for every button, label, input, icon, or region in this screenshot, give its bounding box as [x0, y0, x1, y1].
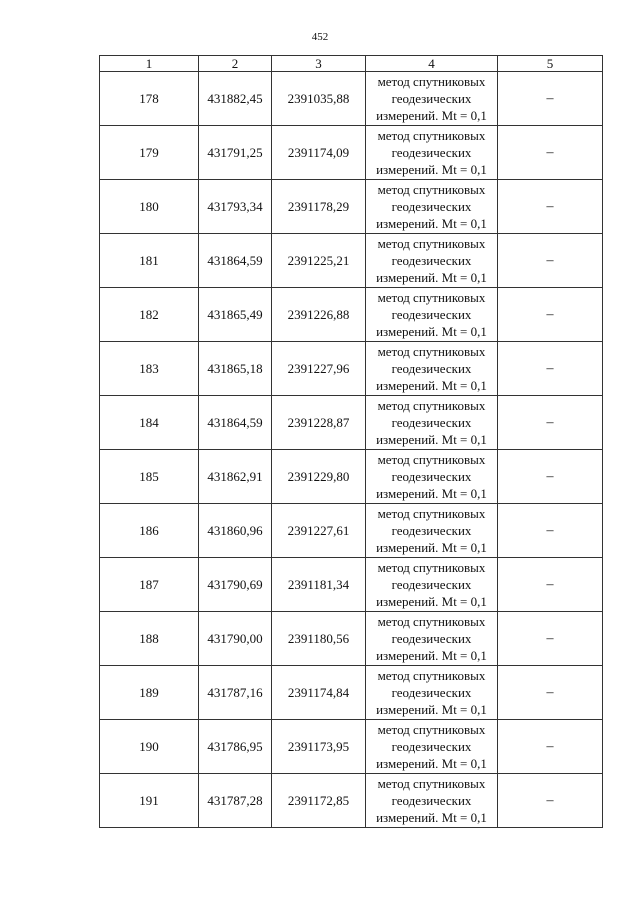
note-cell: –	[498, 720, 603, 774]
method-line: метод спутниковых	[377, 722, 486, 737]
note-cell: –	[498, 774, 603, 828]
note-cell: –	[498, 234, 603, 288]
note-cell: –	[498, 72, 603, 126]
table-row	[100, 720, 603, 774]
table-row	[100, 288, 603, 342]
y-coordinate-cell: 2391226,88	[272, 288, 366, 342]
point-number-cell: 185	[100, 450, 199, 504]
y-coordinate-cell: 2391181,34	[272, 558, 366, 612]
table-body	[100, 72, 603, 828]
method-cell	[366, 666, 498, 720]
method-line: метод спутниковых	[377, 290, 486, 305]
method-cell	[366, 558, 498, 612]
y-coordinate-cell: 2391225,21	[272, 234, 366, 288]
method-line: измерений. Mt = 0,1	[376, 378, 487, 393]
table-row	[100, 612, 603, 666]
method-cell	[366, 612, 498, 666]
table-row	[100, 450, 603, 504]
x-coordinate-cell: 431787,16	[199, 666, 272, 720]
table-row	[100, 342, 603, 396]
method-line: измерений. Mt = 0,1	[376, 702, 487, 717]
note-cell: –	[498, 288, 603, 342]
method-cell	[366, 288, 498, 342]
method-line: измерений. Mt = 0,1	[376, 810, 487, 825]
header-row	[100, 56, 603, 72]
method-cell	[366, 720, 498, 774]
point-number-cell: 182	[100, 288, 199, 342]
method-line: измерений. Mt = 0,1	[376, 270, 487, 285]
method-line: геодезических	[391, 91, 472, 106]
point-number-cell: 187	[100, 558, 199, 612]
x-coordinate-cell: 431786,95	[199, 720, 272, 774]
method-line: геодезических	[391, 199, 472, 214]
method-line: измерений. Mt = 0,1	[376, 756, 487, 771]
page-number: 452	[311, 31, 329, 43]
method-line: геодезических	[391, 361, 472, 376]
method-line: метод спутниковых	[377, 614, 486, 629]
point-number-cell: 186	[100, 504, 199, 558]
x-coordinate-cell: 431793,34	[199, 180, 272, 234]
method-line: измерений. Mt = 0,1	[376, 324, 487, 339]
y-coordinate-cell: 2391174,84	[272, 666, 366, 720]
table-row	[100, 774, 603, 828]
x-coordinate-cell: 431790,00	[199, 612, 272, 666]
note-cell: –	[498, 612, 603, 666]
note-cell: –	[498, 666, 603, 720]
method-line: геодезических	[391, 685, 472, 700]
column-header-3: 3	[272, 56, 366, 72]
method-cell	[366, 342, 498, 396]
column-header-5: 5	[498, 56, 603, 72]
point-number-cell: 183	[100, 342, 199, 396]
point-number-cell: 184	[100, 396, 199, 450]
method-line: геодезических	[391, 523, 472, 538]
y-coordinate-cell: 2391178,29	[272, 180, 366, 234]
point-number-cell: 181	[100, 234, 199, 288]
table-row	[100, 396, 603, 450]
method-cell	[366, 126, 498, 180]
method-line: метод спутниковых	[377, 560, 486, 575]
method-line: геодезических	[391, 469, 472, 484]
table-row	[100, 666, 603, 720]
point-number-cell: 178	[100, 72, 199, 126]
point-number-cell: 190	[100, 720, 199, 774]
y-coordinate-cell: 2391173,95	[272, 720, 366, 774]
table-row	[100, 234, 603, 288]
note-cell: –	[498, 126, 603, 180]
method-line: геодезических	[391, 415, 472, 430]
note-cell: –	[498, 180, 603, 234]
y-coordinate-cell: 2391180,56	[272, 612, 366, 666]
note-cell: –	[498, 396, 603, 450]
method-line: геодезических	[391, 145, 472, 160]
method-cell	[366, 180, 498, 234]
point-number-cell: 180	[100, 180, 199, 234]
table-row	[100, 180, 603, 234]
x-coordinate-cell: 431864,59	[199, 396, 272, 450]
note-cell: –	[498, 342, 603, 396]
method-cell	[366, 450, 498, 504]
y-coordinate-cell: 2391172,85	[272, 774, 366, 828]
x-coordinate-cell: 431882,45	[199, 72, 272, 126]
table-row	[100, 504, 603, 558]
method-cell	[366, 504, 498, 558]
method-cell	[366, 396, 498, 450]
method-cell	[366, 774, 498, 828]
column-header-1: 1	[100, 56, 199, 72]
method-line: измерений. Mt = 0,1	[376, 216, 487, 231]
method-line: метод спутниковых	[377, 344, 486, 359]
y-coordinate-cell: 2391227,96	[272, 342, 366, 396]
method-line: измерений. Mt = 0,1	[376, 108, 487, 123]
method-line: метод спутниковых	[377, 506, 486, 521]
x-coordinate-cell: 431860,96	[199, 504, 272, 558]
point-number-cell: 189	[100, 666, 199, 720]
table-row	[100, 126, 603, 180]
method-line: измерений. Mt = 0,1	[376, 648, 487, 663]
x-coordinate-cell: 431864,59	[199, 234, 272, 288]
column-header-4: 4	[366, 56, 498, 72]
method-line: метод спутниковых	[377, 182, 486, 197]
point-number-cell: 179	[100, 126, 199, 180]
method-cell	[366, 72, 498, 126]
method-cell	[366, 234, 498, 288]
method-line: метод спутниковых	[377, 236, 486, 251]
method-line: метод спутниковых	[377, 74, 486, 89]
note-cell: –	[498, 504, 603, 558]
note-cell: –	[498, 450, 603, 504]
method-line: метод спутниковых	[377, 668, 486, 683]
y-coordinate-cell: 2391229,80	[272, 450, 366, 504]
method-line: геодезических	[391, 253, 472, 268]
table-row	[100, 72, 603, 126]
method-line: геодезических	[391, 577, 472, 592]
column-header-2: 2	[199, 56, 272, 72]
method-line: измерений. Mt = 0,1	[376, 486, 487, 501]
note-cell: –	[498, 558, 603, 612]
method-line: измерений. Mt = 0,1	[376, 162, 487, 177]
x-coordinate-cell: 431790,69	[199, 558, 272, 612]
method-line: измерений. Mt = 0,1	[376, 432, 487, 447]
point-number-cell: 191	[100, 774, 199, 828]
table-header	[100, 56, 603, 72]
method-line: измерений. Mt = 0,1	[376, 540, 487, 555]
coordinates-table	[99, 55, 603, 828]
method-line: метод спутниковых	[377, 128, 486, 143]
y-coordinate-cell: 2391228,87	[272, 396, 366, 450]
x-coordinate-cell: 431862,91	[199, 450, 272, 504]
method-line: геодезических	[391, 307, 472, 322]
point-number-cell: 188	[100, 612, 199, 666]
method-line: геодезических	[391, 631, 472, 646]
method-line: метод спутниковых	[377, 398, 486, 413]
method-line: измерений. Mt = 0,1	[376, 594, 487, 609]
method-line: метод спутниковых	[377, 452, 486, 467]
x-coordinate-cell: 431787,28	[199, 774, 272, 828]
method-line: геодезических	[391, 739, 472, 754]
x-coordinate-cell: 431865,18	[199, 342, 272, 396]
table-row	[100, 558, 603, 612]
y-coordinate-cell: 2391035,88	[272, 72, 366, 126]
x-coordinate-cell: 431791,25	[199, 126, 272, 180]
x-coordinate-cell: 431865,49	[199, 288, 272, 342]
y-coordinate-cell: 2391174,09	[272, 126, 366, 180]
y-coordinate-cell: 2391227,61	[272, 504, 366, 558]
method-line: геодезических	[391, 793, 472, 808]
method-line: метод спутниковых	[377, 776, 486, 791]
